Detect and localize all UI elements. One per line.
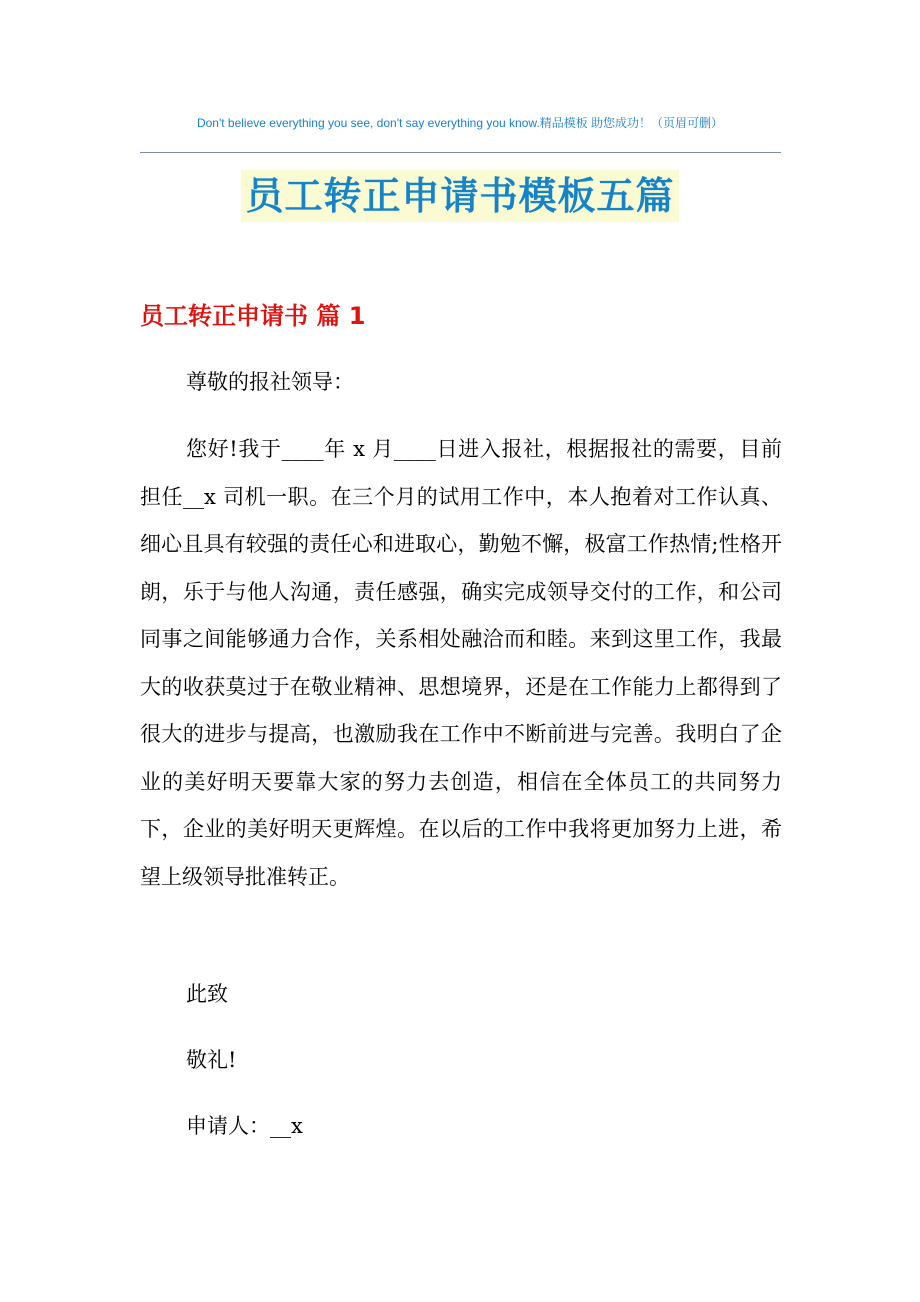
closing-regards: 敬礼! (186, 1048, 237, 1072)
title-container (0, 170, 920, 222)
salutation: 尊敬的报社领导： (186, 370, 354, 394)
section-heading: 员工转正申请书 篇 1 (140, 302, 366, 330)
page-header-note: Don't believe everything you see, don't say everything you know.精品模板 助您成功！（页眉可删） (196, 116, 724, 130)
applicant-signature: 申请人：__x (186, 1114, 303, 1138)
document-title: 员工转正申请书模板五篇 (241, 170, 678, 222)
body-paragraph: 您好!我于____年 x 月____日进入报社，根据报社的需要，目前担任__x 司机一职。在三个月的试用工作中，本人抱着对工作认真、细心且具有较强的责任心和进取心，勤勉不懈，极富工作热情;性格开朗，乐于与他人沟通，责任感强，确实完成领导交付的工作，和公司同事之间能够通力合作，关系相处融洽而和睦。来到这里工作，我最大的收获莫过于在敬业精神、思想境界，还是在工作能力上都得到了很大的进步与提高，也激励我在工作中不断前进与完善。我明白了企业的美好明天要靠大家的努力去创造，相信在全体员工的共同努力下，企业的美好明天更辉煌。在以后的工作中我将更加努力上进，希望上级领导批准转正。 (140, 437, 782, 889)
header-divider (140, 152, 781, 153)
closing-phrase: 此致 (186, 982, 228, 1006)
